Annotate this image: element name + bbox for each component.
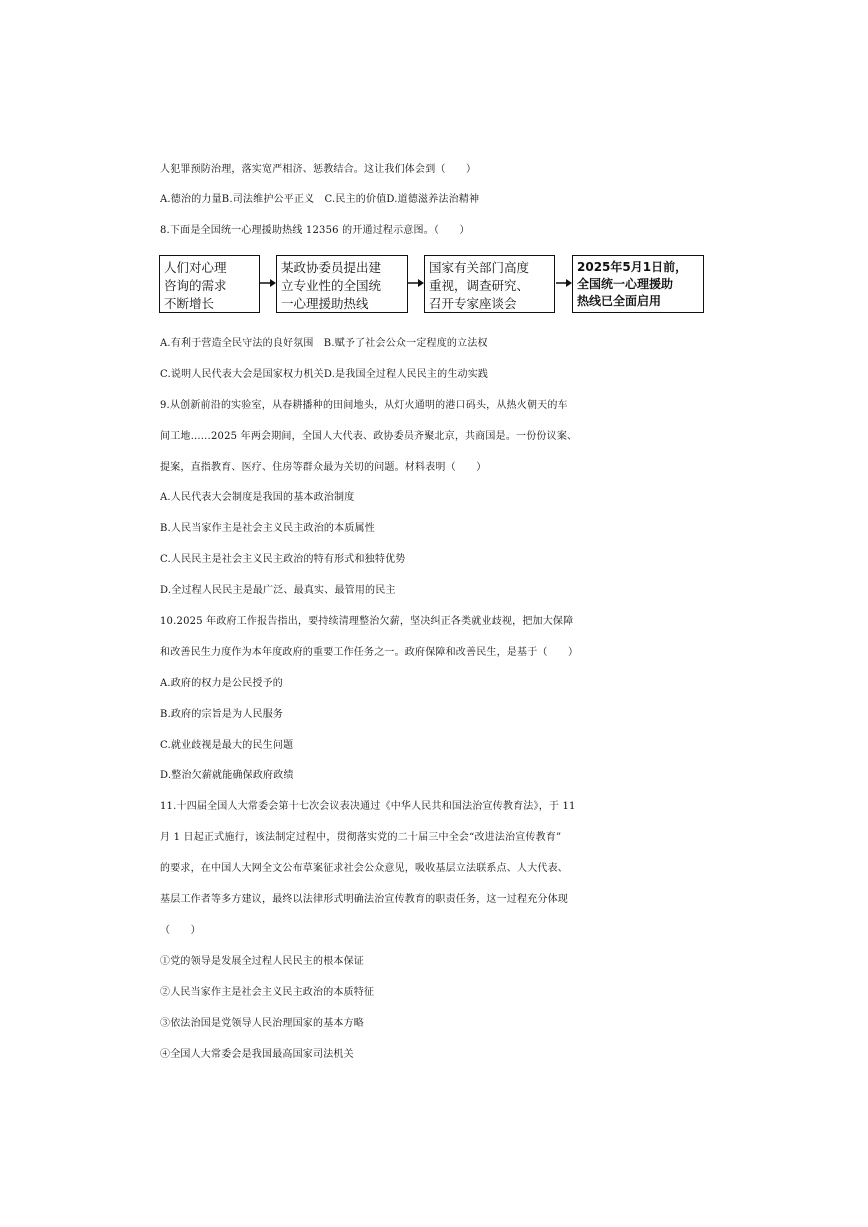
question-10-option-a: A.政府的权力是公民授予的 xyxy=(160,678,284,689)
question-7-options: A.德治的力量B.司法维护公平正义 C.民主的价值D.道德滋养法治精神 xyxy=(160,194,480,205)
question-9-option-c: C.人民民主是社会主义民主政治的特有形式和独特优势 xyxy=(160,554,406,565)
question-9-option-b: B.人民当家作主是社会主义民主政治的本质属性 xyxy=(160,523,375,534)
question-11-stem-line-2: 月 1 日起正式施行，该法制定过程中，贯彻落实党的二十届三中全会“改进法治宣传教育” xyxy=(160,832,562,843)
question-10-option-c: C.就业歧视是最大的民生问题 xyxy=(160,740,294,751)
question-11-statement-2: ②人民当家作主是社会主义民主政治的本质特征 xyxy=(160,987,375,998)
flow-box-1: 人们对心理 咨询的需求 不断增长 xyxy=(159,255,260,313)
flow-box-4: 2025年5月1日前， 全国统一心理援助 热线已全面启用 xyxy=(572,255,704,313)
question-8-options-ab: A.有利于营造全民守法的良好氛围 B.赋予了社会公众一定程度的立法权 xyxy=(160,338,488,349)
question-8-stem: 8.下面是全国统一心理援助热线 12356 的开通过程示意图。（ ） xyxy=(160,225,470,236)
question-9-stem-line-1: 9.从创新前沿的实验室，从春耕播种的田间地头，从灯火通明的港口码头，从热火朝天的车 xyxy=(160,400,568,411)
question-9-option-d: D.全过程人民民主是最广泛、最真实、最管用的民主 xyxy=(160,585,396,596)
question-11-stem-line-1: 11.十四届全国人大常委会第十七次会议表决通过《中华人民共和国法治宣传教育法》，于 11 xyxy=(160,801,576,812)
question-10-stem-line-2: 和改善民生力度作为本年度政府的重要工作任务之一。政府保障和改善民生，是基于（ ） xyxy=(160,647,579,658)
flow-box-3: 国家有关部门高度 重视，调查研究、 召开专家座谈会 xyxy=(424,255,555,313)
flow-arrow-1-icon xyxy=(259,276,277,290)
flow-box-2: 某政协委员提出建 立专业性的全国统 一心理援助热线 xyxy=(276,255,408,313)
question-11-statement-3: ③依法治国是党领导人民治理国家的基本方略 xyxy=(160,1018,364,1029)
question-10-stem-line-1: 10.2025 年政府工作报告指出，要持续清理整治欠薪，坚决纠正各类就业歧视，把加大保障 xyxy=(160,616,574,627)
question-8-options-cd: C.说明人民代表大会是国家权力机关D.是我国全过程人民民主的生动实践 xyxy=(160,369,489,380)
question-10-option-b: B.政府的宗旨是为人民服务 xyxy=(160,709,284,720)
question-10-option-d: D.整治欠薪就能确保政府政绩 xyxy=(160,770,294,781)
question-9-option-a: A.人民代表大会制度是我国的基本政治制度 xyxy=(160,492,355,503)
question-11-stem-line-4: 基层工作者等多方建议，最终以法律形式明确法治宣传教育的职责任务，这一过程充分体现 xyxy=(160,894,568,905)
question-11-statement-4: ④全国人大常委会是我国最高国家司法机关 xyxy=(160,1049,354,1060)
question-11-statement-1: ①党的领导是发展全过程人民民主的根本保证 xyxy=(160,956,364,967)
question-9-stem-line-2: 间工地……2025 年两会期间，全国人大代表、政协委员齐聚北京，共商国是。一份份议案、 xyxy=(160,431,578,442)
question-7-continuation: 人犯罪预防治理，落实宽严相济、惩教结合。这让我们体会到（ ） xyxy=(160,164,477,175)
question-11-answer-blank: （ ） xyxy=(160,925,201,936)
question-9-stem-line-3: 提案，直指教育、医疗、住房等群众最为关切的问题。材料表明（ ） xyxy=(160,462,487,473)
flow-arrow-2-icon xyxy=(407,276,425,290)
hotline-flowchart xyxy=(159,255,707,317)
flow-arrow-3-icon xyxy=(555,276,573,290)
question-11-stem-line-3: 的要求，在中国人大网全文公布草案征求社会公众意见，吸收基层立法联系点、人大代表、 xyxy=(160,863,568,874)
